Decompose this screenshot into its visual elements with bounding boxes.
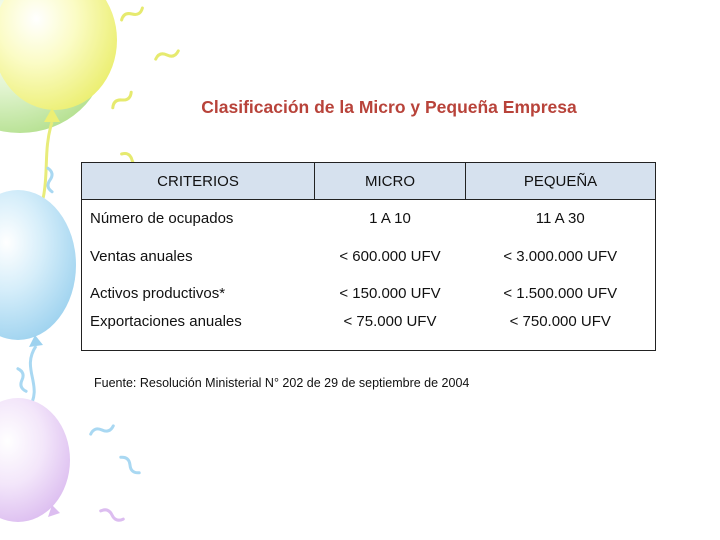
table-body: [82, 200, 656, 351]
micro-cell: < 75.000 UFV: [343, 313, 437, 330]
source-note: Fuente: Resolución Ministerial N° 202 de 29 de septiembre de 2004: [94, 376, 470, 390]
pequena-cell: 11 A 30: [535, 210, 585, 227]
table-row: [82, 200, 656, 239]
micro-cell: < 150.000 UFV: [339, 285, 441, 302]
table-header: [82, 163, 656, 200]
table-row: [82, 238, 656, 275]
criterion-cell: Ventas anuales: [90, 248, 193, 265]
pequena-cell: < 1.500.000 UFV: [503, 285, 618, 302]
blue-balloon: [0, 190, 76, 410]
slide-title: Clasificación de la Micro y Pequeña Empresa: [201, 97, 577, 117]
header-micro: MICRO: [315, 163, 466, 200]
pequena-cell: < 750.000 UFV: [509, 313, 611, 330]
criterion-cell: Exportaciones anuales: [90, 313, 242, 330]
header-criterios: CRITERIOS: [82, 163, 315, 200]
header-row: [82, 163, 656, 200]
micro-cell: < 600.000 UFV: [339, 248, 441, 265]
micro-cell: 1 A 10: [369, 210, 411, 227]
table-row: [82, 275, 656, 312]
table-row: [82, 312, 656, 351]
criterion-cell: Número de ocupados: [90, 210, 234, 227]
pequena-cell: < 3.000.000 UFV: [503, 248, 618, 265]
classification-table: [81, 162, 656, 351]
header-pequena: PEQUEÑA: [466, 163, 656, 200]
purple-balloon: [0, 398, 70, 522]
criterion-cell: Activos productivos*: [90, 285, 226, 302]
